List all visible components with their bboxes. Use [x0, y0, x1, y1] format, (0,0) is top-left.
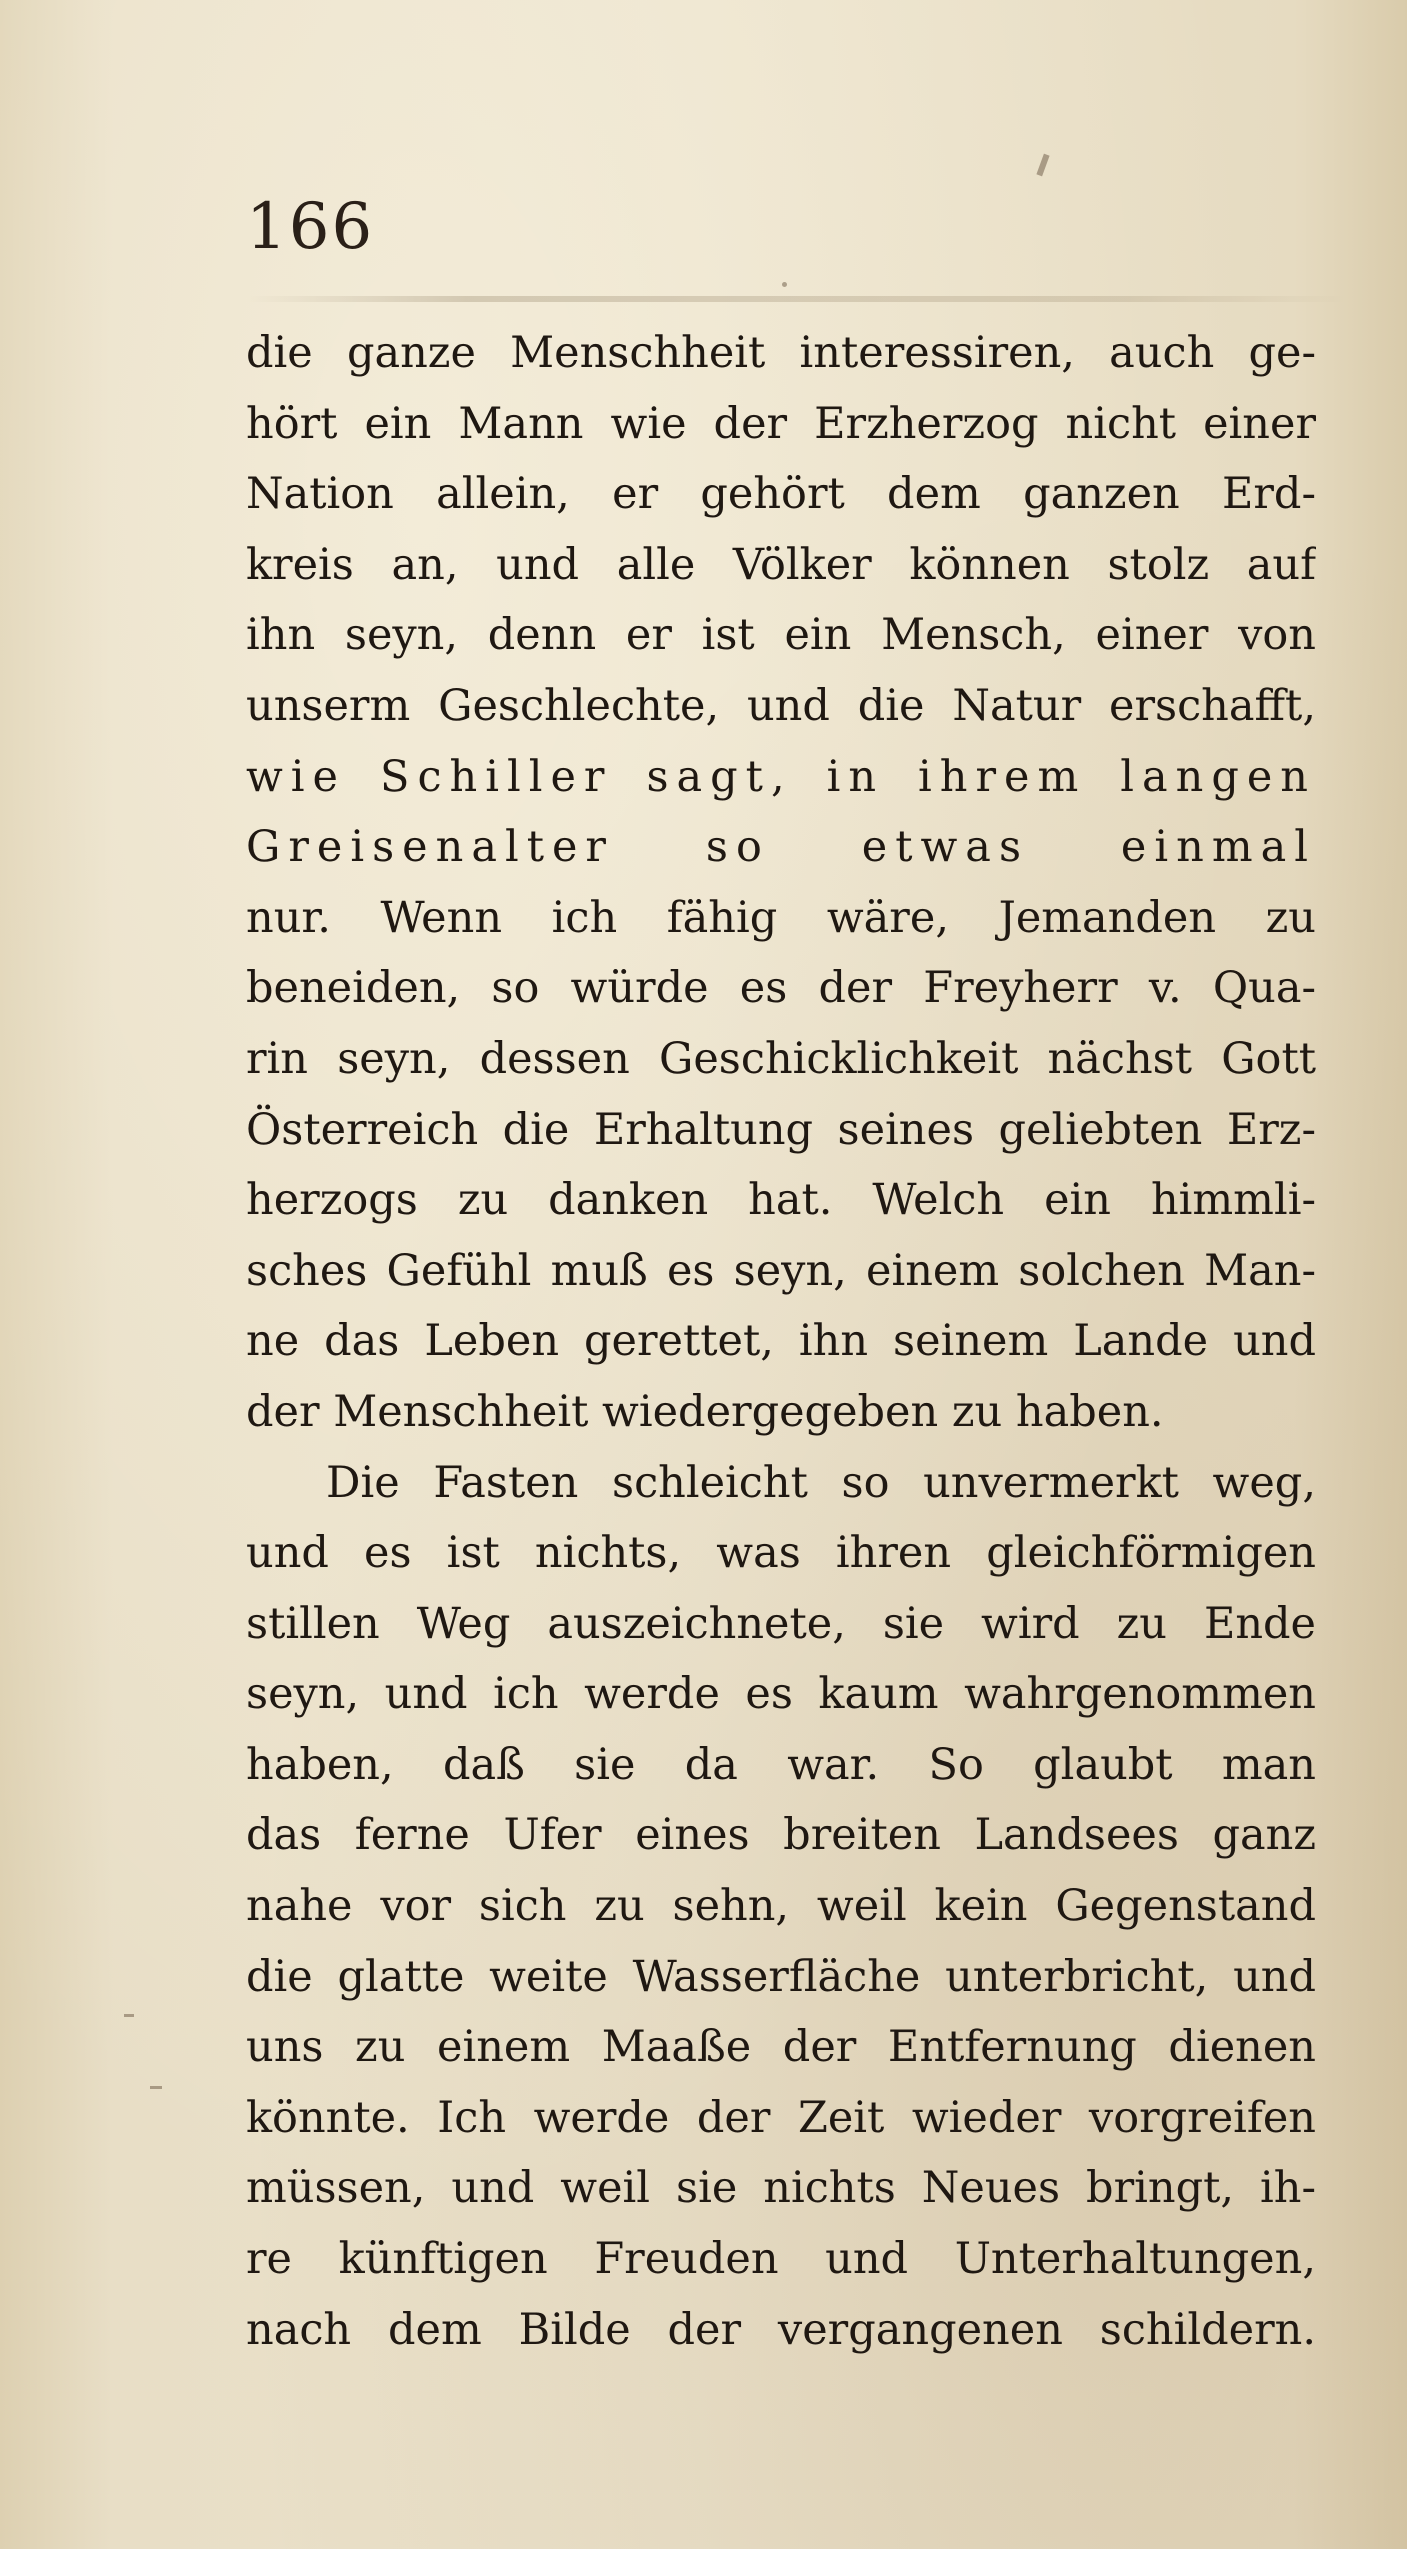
text-line: und es ist nichts, was ihren gleichförmigen: [246, 1528, 1316, 1579]
text-line: ne das Leben gerettet, ihn seinem Lande und: [246, 1316, 1316, 1367]
text-line: sches Gefühl muß es seyn, einem solchen Man-: [246, 1245, 1316, 1296]
page-number: 166: [246, 190, 375, 264]
text-line: Greisenalter so etwas einmal: [246, 822, 1316, 873]
text-line: Österreich die Erhaltung seines geliebten Erz-: [246, 1104, 1316, 1155]
text-line: herzogs zu danken hat. Welch ein himmli-: [246, 1175, 1316, 1226]
text-line: nur. Wenn ich fähig wäre, Jemanden zu: [246, 892, 1316, 943]
text-line: nahe vor sich zu sehn, weil kein Gegenstand: [246, 1881, 1316, 1932]
text-line: unserm Geschlechte, und die Natur erschafft,: [246, 680, 1316, 731]
text-line: wie Schiller sagt, in ihrem langen: [246, 751, 1316, 802]
body-text: [246, 318, 1316, 2365]
text-line: der Menschheit wiedergegeben zu haben.: [246, 1386, 1164, 1437]
text-line: müssen, und weil sie nichts Neues bringt, ih-: [246, 2163, 1316, 2214]
text-line: Die Fasten schleicht so unvermerkt weg,: [326, 1457, 1316, 1508]
text-line: Nation allein, er gehört dem ganzen Erd-: [246, 469, 1316, 520]
paper-speck: [782, 282, 787, 287]
text-line: kreis an, und alle Völker können stolz auf: [246, 539, 1316, 590]
text-line: uns zu einem Maaße der Entfernung dienen: [246, 2022, 1316, 2073]
text-line: beneiden, so würde es der Freyherr v. Qua-: [246, 963, 1316, 1014]
text-line: ihn seyn, denn er ist ein Mensch, einer von: [246, 610, 1316, 661]
text-line: das ferne Ufer eines breiten Landsees ganz: [246, 1810, 1316, 1861]
text-line: hört ein Mann wie der Erzherzog nicht einer: [246, 398, 1316, 449]
paper-speck: [1036, 154, 1049, 177]
text-line: könnte. Ich werde der Zeit wieder vorgreifen: [246, 2092, 1316, 2143]
text-line: seyn, und ich werde es kaum wahrgenommen: [246, 1669, 1316, 1720]
paper-speck: [150, 2086, 162, 2089]
text-line: die ganze Menschheit interessiren, auch ge-: [246, 328, 1316, 378]
header-rule: [246, 296, 1346, 302]
text-line: haben, daß sie da war. So glaubt man: [246, 1739, 1316, 1790]
text-line: nach dem Bilde der vergangenen schildern.: [246, 2304, 1316, 2355]
text-line: stillen Weg auszeichnete, sie wird zu Ende: [246, 1598, 1316, 1649]
text-line: re künftigen Freuden und Unterhaltungen,: [246, 2234, 1316, 2285]
text-line: rin seyn, dessen Geschicklichkeit nächst Gott: [246, 1033, 1316, 1084]
text-line: die glatte weite Wasserfläche unterbricht, und: [246, 1951, 1316, 2002]
paper-speck: [124, 2014, 134, 2017]
